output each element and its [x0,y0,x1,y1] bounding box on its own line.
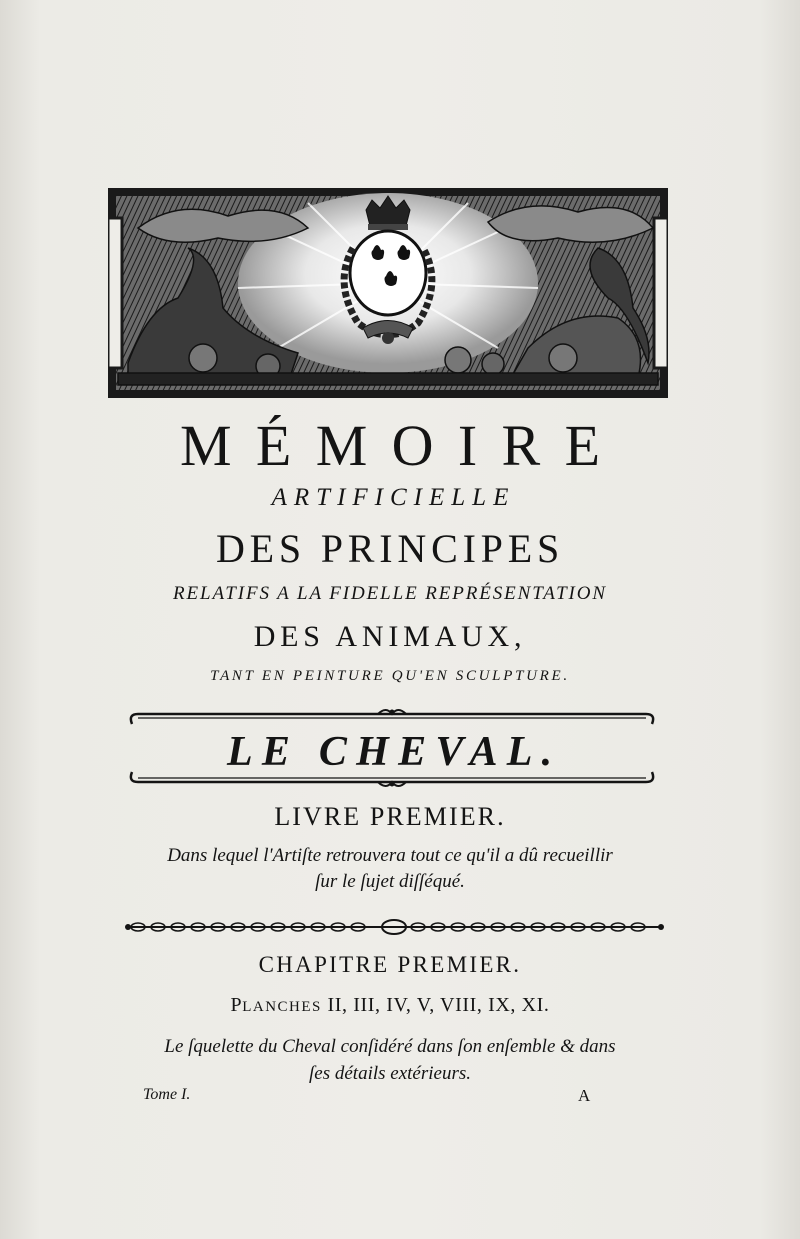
book-heading: LIVRE PREMIER. [274,802,506,831]
title-line-artificielle: ARTIFICIELLE [271,484,516,511]
chapter-description-line-1: Le ſquelette du Cheval conſidéré dans ſon enſemble & dans [164,1036,616,1057]
book-description-line-2: ſur le ſujet diſſéqué. [315,871,465,892]
chapter-heading: CHAPITRE PREMIER. [258,952,522,977]
plates-word: LANCHES [242,999,322,1015]
royal-arms-icon [108,188,668,398]
subject-heading: LE CHEVAL. [227,729,562,775]
signature-mark: A [578,1086,591,1105]
title-line-relatifs: RELATIFS A LA FIDELLE REPRÉSENTATION [173,583,607,604]
bottom-scroll-rule-icon [128,766,656,788]
chain-divider-icon [122,918,667,936]
chapter-description [110,1033,670,1087]
plates-initial: P [230,994,243,1016]
title-line-des-principes: DES PRINCIPES [215,526,565,571]
woodcut-headpiece [108,188,668,398]
book-description [90,843,690,895]
plates-reference [90,994,690,1017]
volume-number: Tome I. [143,1086,191,1103]
title-line-peinture-sculpture: TANT EN PEINTURE QU'EN SCULPTURE. [210,668,570,684]
title-line-memoire: MÉMOIRE [179,413,625,478]
top-scroll-rule-icon [128,708,656,730]
title-line-des-animaux: DES ANIMAUX, [253,620,527,653]
chapter-description-line-2: ſes détails extérieurs. [309,1063,471,1084]
plates-numbers: II, III, IV, V, VIII, IX, XI. [321,994,550,1016]
book-description-line-1: Dans lequel l'Artiſte retrouvera tout ce qu'il a dû recueillir [167,845,613,866]
